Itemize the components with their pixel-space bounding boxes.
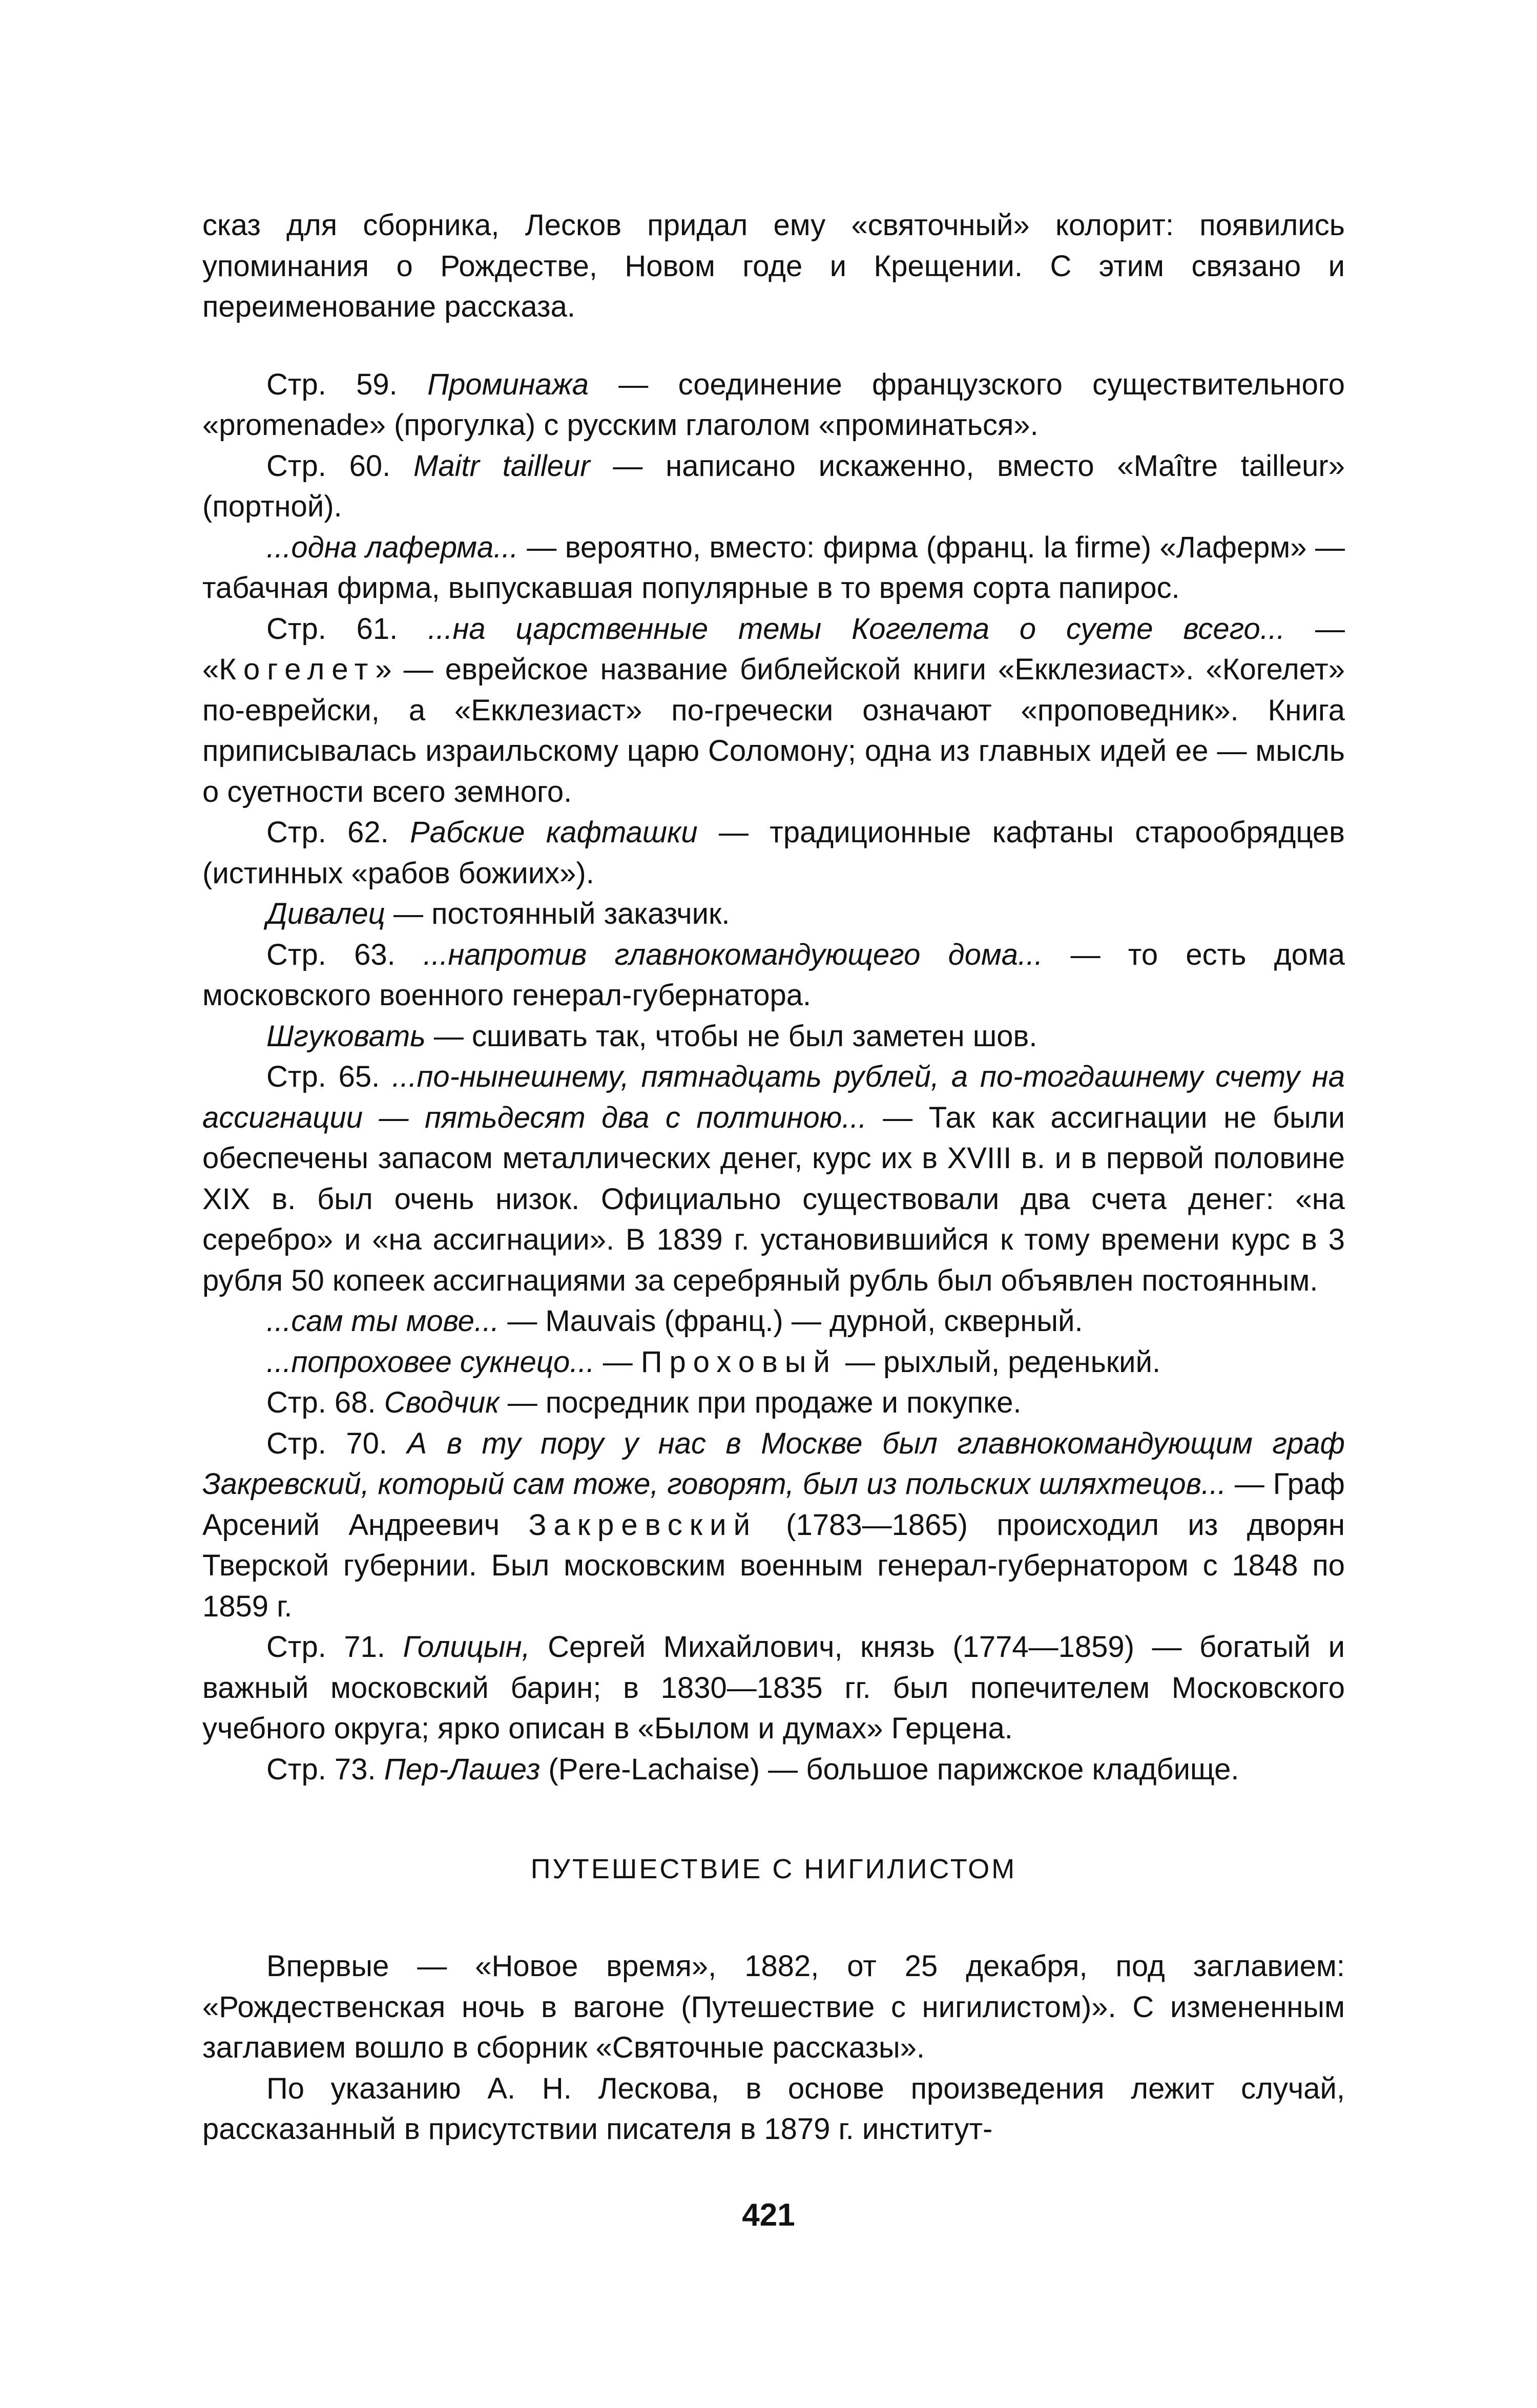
note-text: » — еврейское название библейской книги «Екклезиаст». «Когелет» по-еврейски, а «Екклезиаст» по-гречески означают «проповедник». Книга приписывалась израильскому царю Соломону; одна из главных идей ее — мысль о суетности всего земного. (202, 653, 1345, 808)
note-text: — Граф Арсений Андреевич (202, 1467, 1345, 1542)
note-p65 (202, 1056, 1345, 1301)
note-term: Пер-Лашез (384, 1752, 541, 1786)
note-p71 (202, 1627, 1345, 1749)
note-text: — Так как ассигнации не были обеспечены запасом металлических денег, курс их в XVIII в. и в первой половине XIX в. был очень низок. Официально существовали два счета денег: «на серебро» и «на ассигнации». В 1839 г. установившийся к тому времени курс в 3 рубля 50 копеек ассигнациями за серебряный рубль был объявлен постоянным. (202, 1101, 1345, 1297)
note-text: — посредник при продаже и покупке. (499, 1386, 1022, 1419)
note-intro-text: сказ для сборника, Лесков придал ему «святочный» колорит: появились упоминания о Рождестве, Новом годе и Крещении. С этим связано и переименование рассказа. (202, 209, 1345, 323)
note-ref: Стр. 59. (266, 367, 398, 401)
note-ref: Стр. 61. (266, 612, 398, 646)
note-text: Сергей Михайлович, князь (1774—1859) — богатый и важный московский барин; в 1830—1835 гг. был попечителем Московского учебного округа; ярко описан в «Былом и думах» Герцена. (202, 1630, 1345, 1745)
note-text: — рыхлый, реденький. (837, 1345, 1161, 1379)
note-text: — сшивать так, чтобы не был заметен шов. (425, 1019, 1037, 1053)
note-p65-sukneco (202, 1342, 1345, 1383)
note-p60-laferma (202, 527, 1345, 609)
note-text: — то есть дома московского военного генерал-губернатора. (202, 938, 1345, 1012)
note-term: А в ту пору у нас в Москве был главнокомандующим граф Закревский, который сам тоже, говорят, был из польских шляхтецов... (202, 1426, 1345, 1501)
note-p62 (202, 812, 1345, 894)
section-heading: ПУТЕШЕСТВИЕ С НИГИЛИСТОМ (530, 1854, 1017, 1884)
note-p73 (202, 1749, 1345, 1790)
note-p70 (202, 1423, 1345, 1627)
section-paragraph-origin: По указанию А. Н. Лескова, в основе произведения лежит случай, рассказанный в присутствии писателя в 1879 г. институт- (202, 2071, 1345, 2146)
note-term: Шгуковать (266, 1019, 426, 1053)
note-p65-move (202, 1301, 1345, 1342)
note-text: — написано искаженно, вместо «Maître tailleur» (портной). (202, 449, 1345, 523)
note-dash: — (594, 1345, 641, 1379)
note-term: Проминажа (427, 367, 589, 401)
note-text: — традиционные кафтаны старообрядцев (истинных «рабов божиих»). (202, 816, 1345, 890)
note-term: ...по-нынешнему, пятнадцать рублей, а по-тогдашнему счету на ассигнации — пятьдесят два с полтиною... (202, 1060, 1345, 1134)
note-ref: Стр. 68. (266, 1386, 376, 1419)
note-p60 (202, 446, 1345, 527)
note-text: — вероятно, вместо: фирма (франц. la firme) «Лаферм» — табачная фирма, выпускавшая популярные в то время сорта папирос. (202, 530, 1345, 605)
section-paragraph-first-publication: Впервые — «Новое время», 1882, от 25 декабря, под заглавием: «Рождественская ночь в вагоне (Путешествие с нигилистом)». С измененным заглавием вошло в сборник «Святочные рассказы». (202, 1949, 1345, 2064)
spaced-word: Закревский (528, 1508, 757, 1542)
note-dash: — « (202, 612, 1345, 686)
page-body (202, 205, 1345, 2150)
spaced-word: Проховый (640, 1345, 837, 1379)
note-term: ...напротив главнокомандующего дома... (423, 938, 1043, 971)
note-term: Голицын, (403, 1630, 530, 1664)
note-ref: Стр. 73. (266, 1752, 376, 1786)
note-term: Рабские кафташки (410, 816, 698, 849)
note-p63 (202, 935, 1345, 1016)
note-term: ...сам ты мове... (266, 1304, 500, 1338)
note-term: Сводчик (384, 1386, 500, 1419)
note-ref: Стр. 70. (266, 1426, 387, 1460)
note-term: Дивалец (266, 897, 385, 930)
note-p61 (202, 609, 1345, 813)
page-number: 421 (742, 2197, 795, 2233)
note-p62-divalets (202, 894, 1345, 935)
note-term: ...на царственные темы Когелета о суете всего... (428, 612, 1285, 646)
note-ref: Стр. 65. (266, 1060, 380, 1093)
note-ref: Стр. 71. (266, 1630, 385, 1664)
note-ref: Стр. 63. (266, 938, 396, 971)
note-text: (1783—1865) происходил из дворян Тверской губернии. Был московским военным генерал-губернатором с 1848 по 1859 г. (202, 1508, 1345, 1623)
note-term: Maitr tailleur (413, 449, 590, 483)
note-p59 (202, 364, 1345, 446)
note-text: — Mauvais (франц.) — дурной, скверный. (499, 1304, 1083, 1338)
spaced-word: Когелет (219, 653, 376, 686)
note-ref: Стр. 60. (266, 449, 391, 483)
note-term: ...одна лаферма... (266, 530, 518, 564)
note-p63-shtukovat (202, 1016, 1345, 1057)
note-text: — постоянный заказчик. (385, 897, 730, 930)
note-text: (Pere-Lachaise) — большое парижское кладбище. (540, 1752, 1239, 1786)
note-ref: Стр. 62. (266, 816, 389, 849)
note-term: ...попроховее сукнецо... (266, 1345, 595, 1379)
note-p68 (202, 1382, 1345, 1423)
note-text: — соединение французского существительного «promenade» (прогулка) с русским глаголом «проминаться». (202, 367, 1345, 442)
